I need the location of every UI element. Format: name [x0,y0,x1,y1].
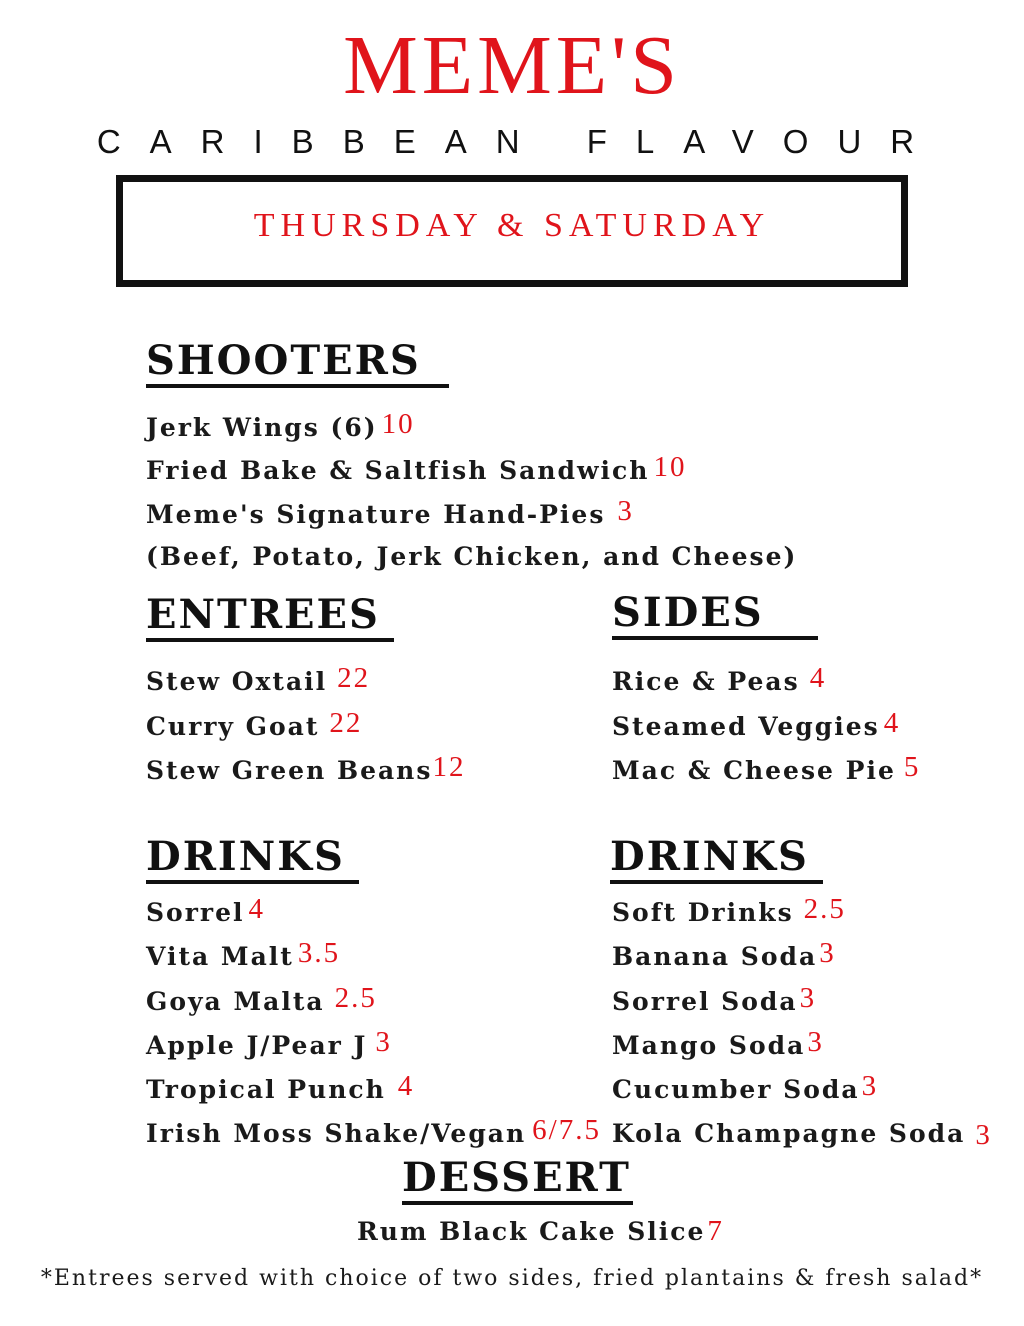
item-name: Apple J/Pear J [146,1031,368,1060]
item-name: Vita Malt [146,942,294,971]
item-price: 5 [903,751,921,783]
menu-item [146,410,415,445]
item-price: 10 [381,408,415,440]
item-name: Tropical Punch [146,1075,386,1104]
dessert-heading: DESSERT [402,1155,633,1205]
item-price: 3 [617,495,634,527]
item-name: Jerk Wings (6) [146,413,378,442]
menu-item [612,939,836,974]
restaurant-subtitle: CARIBBEAN FLAVOUR [96,123,944,160]
item-name: Goya Malta [146,987,325,1016]
item-price: 2.5 [334,982,377,1014]
menu-item [612,895,846,930]
footer-note: *Entrees served with choice of two sides, fried plantains & fresh salad* [40,1266,984,1291]
sides-heading: SIDES [612,590,818,640]
service-days: THURSDAY & SATURDAY [253,207,771,244]
menu-item [146,709,362,744]
item-price: 7 [707,1215,724,1247]
item-name: Mac & Cheese Pie [612,756,896,785]
shooters-heading: SHOOTERS [146,338,449,388]
menu-item [146,753,465,788]
item-name: Stew Green Beans [146,756,433,785]
item-name: Mango Soda [612,1031,806,1060]
item-name: Meme's Signature Hand-Pies [146,500,606,529]
drinks-heading-left: DRINKS [146,834,359,884]
item-price: 4 [809,662,827,694]
item-price: 3 [975,1119,992,1151]
item-price: 2.5 [803,893,846,925]
menu-item [612,984,816,1019]
item-price: 22 [337,662,371,694]
menu-item [612,753,920,788]
menu-item [146,664,370,699]
menu-item [146,895,265,930]
menu-item [146,453,686,488]
item-price: 3 [799,982,817,1014]
menu-item [146,1116,601,1151]
item-name: Soft Drinks [612,898,794,927]
item-name: Fried Bake & Saltfish Sandwich [146,456,650,485]
item-name: Banana Soda [612,942,818,971]
item-name: Steamed Veggies [612,712,880,741]
item-name: Rice & Peas [612,667,800,696]
item-name: Irish Moss Shake/Vegan [146,1119,527,1148]
menu-item [612,1116,992,1151]
drinks-heading-right: DRINKS [610,834,823,884]
item-name: Sorrel [146,898,245,927]
item-name: Cucumber Soda [612,1075,860,1104]
item-price: 3.5 [297,937,341,969]
item-name: Kola Champagne Soda [612,1119,966,1148]
menu-item [612,1072,878,1107]
menu-item [612,1028,824,1063]
item-price: 4 [883,707,901,739]
item-price: 22 [329,707,363,739]
item-name: Curry Goat [146,712,320,741]
item-name: Sorrel Soda [612,987,798,1016]
menu-item [146,984,377,1019]
menu-item [612,664,826,699]
item-price: 3 [375,1026,392,1058]
item-name: Rum Black Cake Slice [357,1217,706,1246]
item-price: 12 [432,751,466,783]
item-price: 6/7.5 [532,1114,601,1146]
menu-item [612,709,900,744]
menu-item [146,939,340,974]
item-price: 3 [807,1026,824,1058]
item-price: 3 [819,937,836,969]
menu-item [146,497,634,532]
entrees-heading: ENTREES [146,592,394,642]
restaurant-title: MEME'S [343,19,681,112]
menu-item [146,1072,414,1107]
item-price: 4 [397,1070,415,1102]
item-price: 3 [861,1070,879,1102]
menu-item [357,1214,724,1249]
item-price: 10 [653,451,687,483]
item-name: Stew Oxtail [146,667,328,696]
menu-item [146,1028,392,1063]
shooters-note: (Beef, Potato, Jerk Chicken, and Cheese) [146,542,798,571]
item-price: 4 [248,893,265,925]
